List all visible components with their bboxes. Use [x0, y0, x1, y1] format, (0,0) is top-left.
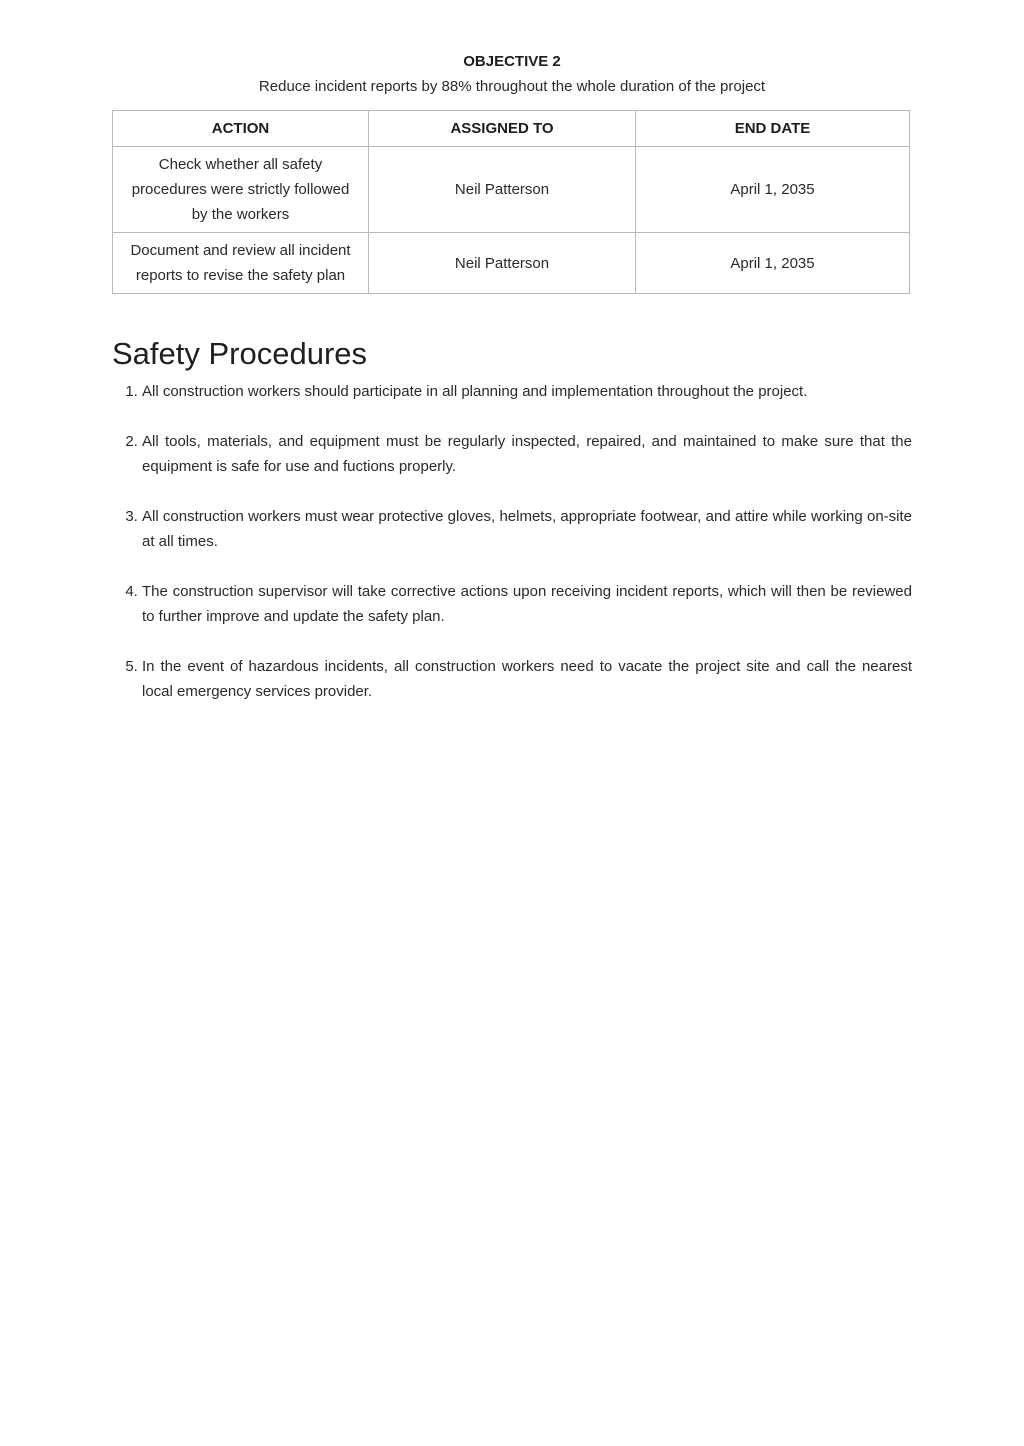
table-row — [113, 233, 910, 294]
cell-assigned-to: Neil Patterson — [369, 233, 636, 294]
cell-action: Check whether all safety procedures were strictly followed by the workers — [113, 147, 369, 233]
safety-procedures-list — [112, 379, 912, 729]
cell-action: Document and review all incident reports to revise the safety plan — [113, 233, 369, 294]
header-assigned-to: ASSIGNED TO — [369, 111, 636, 147]
objective-description: Reduce incident reports by 88% throughout the whole duration of the project — [258, 78, 766, 95]
table-row — [113, 147, 910, 233]
cell-end-date: April 1, 2035 — [636, 147, 910, 233]
list-item: 2. All tools, materials, and equipment must be regularly inspected, repaired, and maintained to make sure that the equipment is safe for use and fuctions properly. — [142, 429, 912, 479]
list-item: 5. In the event of hazardous incidents, all construction workers need to vacate the project site and call the nearest local emergency services provider. — [142, 654, 912, 704]
list-item: 4. The construction supervisor will take corrective actions upon receiving incident reports, which will then be reviewed to further improve and update the safety plan. — [142, 579, 912, 629]
objective-title: OBJECTIVE 2 — [463, 53, 561, 70]
objective-action-table — [112, 110, 910, 294]
table-header-row — [113, 111, 910, 147]
header-action: ACTION — [113, 111, 369, 147]
list-item: 1. All construction workers should participate in all planning and implementation throughout the project. — [142, 379, 912, 404]
header-end-date: END DATE — [636, 111, 910, 147]
cell-end-date: April 1, 2035 — [636, 233, 910, 294]
safety-procedures-heading: Safety Procedures — [112, 336, 368, 371]
list-item: 3. All construction workers must wear protective gloves, helmets, appropriate footwear, and attire while working on-site at all times. — [142, 504, 912, 554]
cell-assigned-to: Neil Patterson — [369, 147, 636, 233]
